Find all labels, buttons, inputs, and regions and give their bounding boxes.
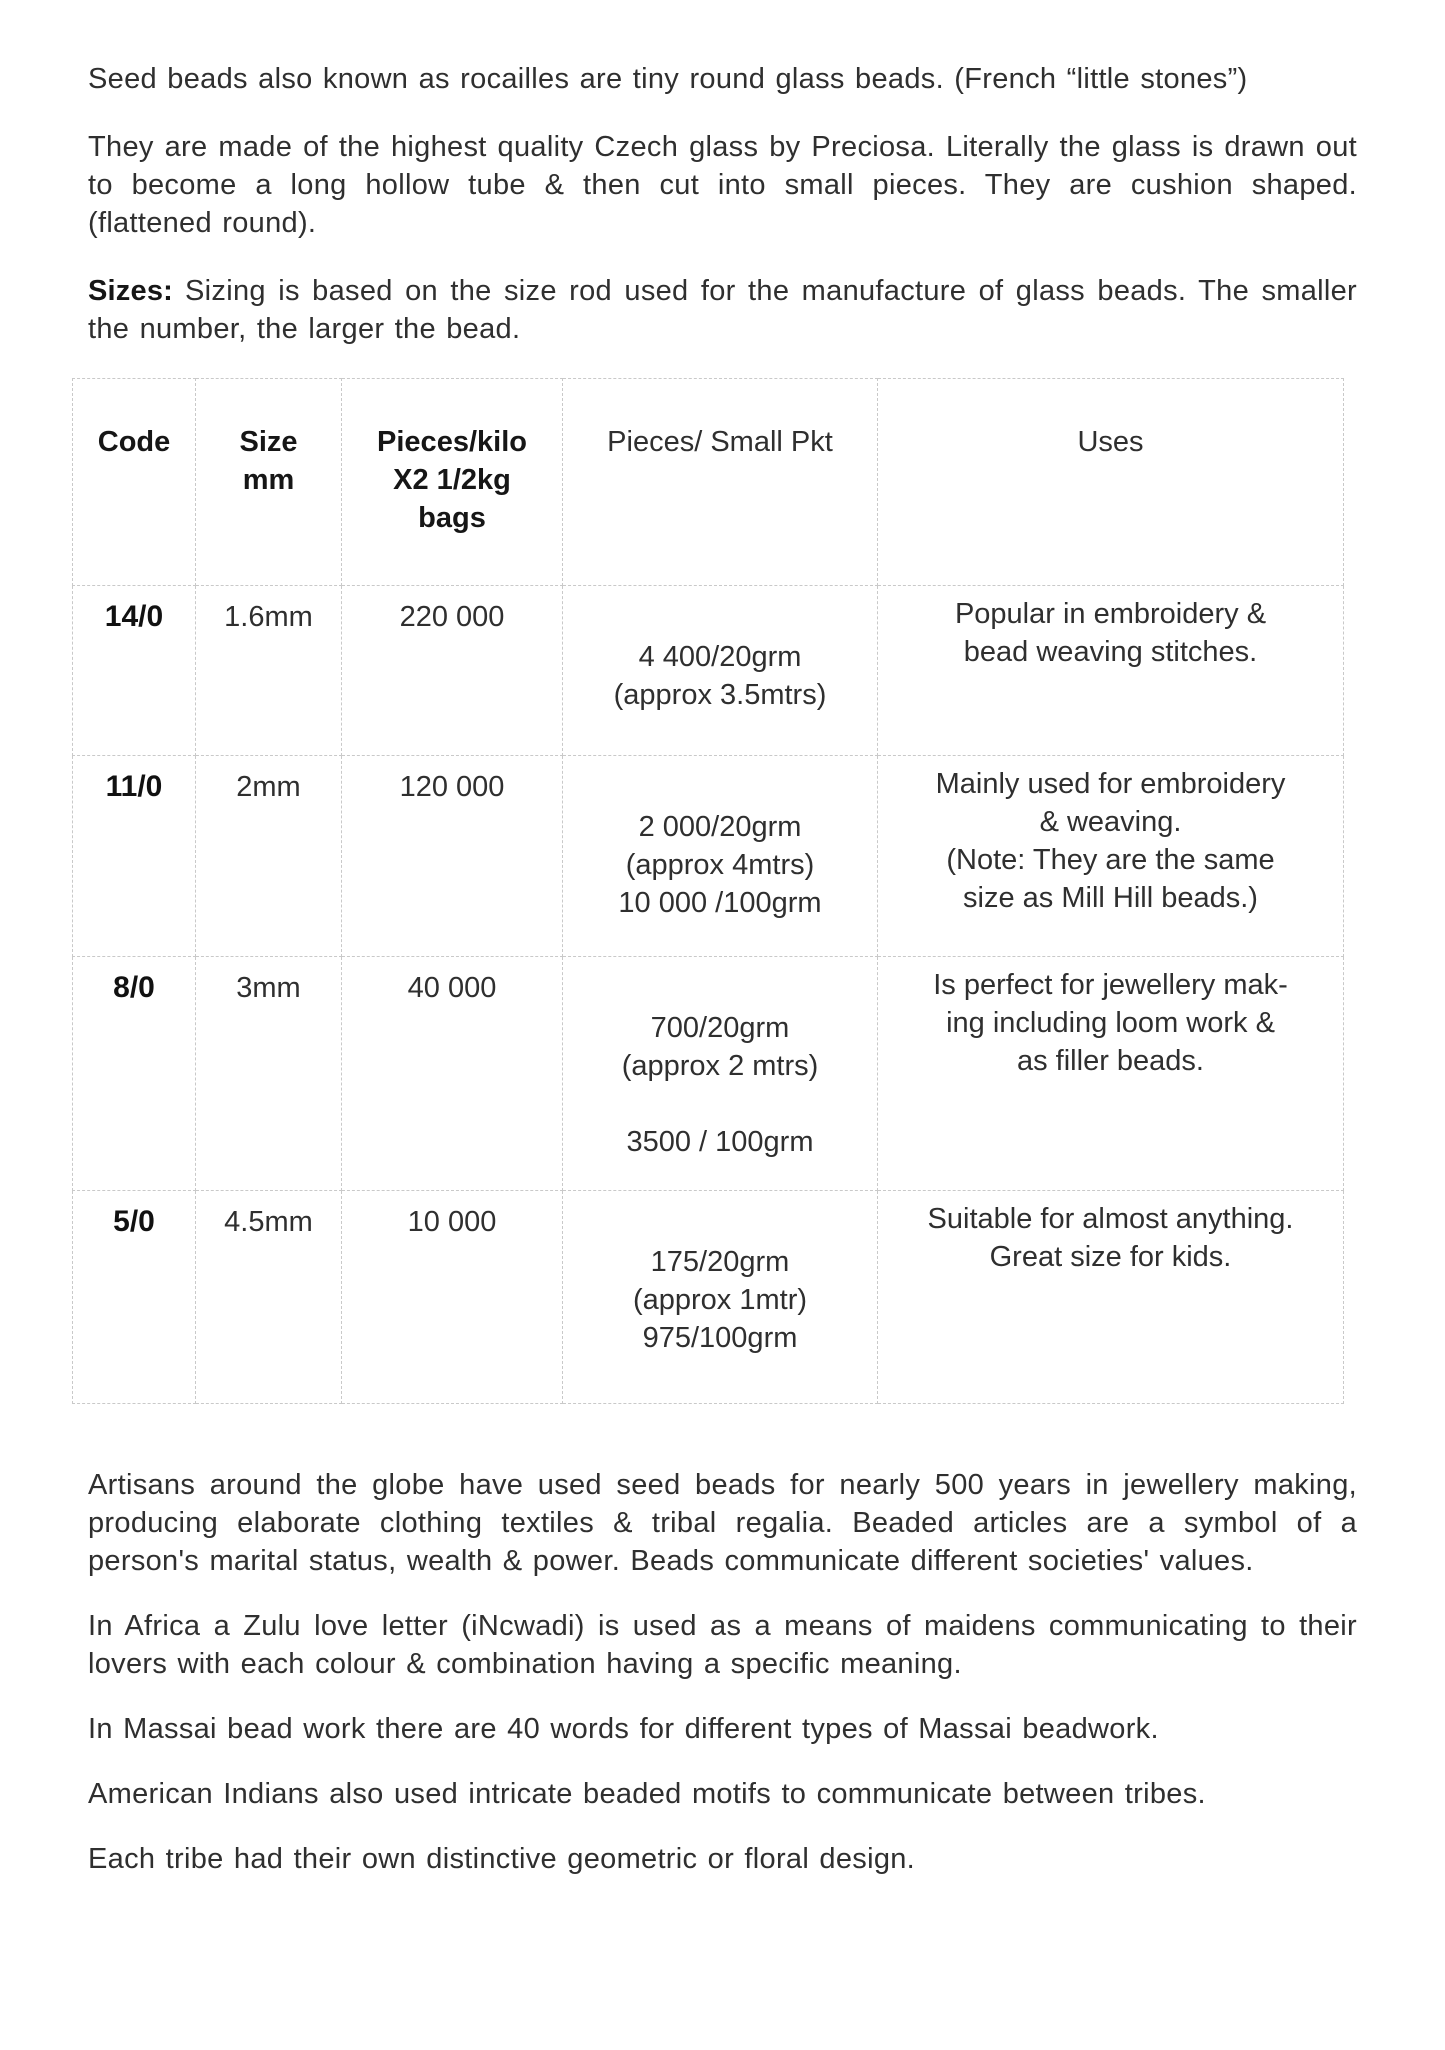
- cell-line: 175/20grm: [650, 1246, 790, 1278]
- cell-line: Popular in embroidery &: [954, 598, 1267, 630]
- code-cell: 11/0: [73, 756, 196, 957]
- column-header-small-pkt: [563, 379, 878, 586]
- cell-line: Size: [239, 426, 298, 458]
- sizes-label: Sizes:: [88, 275, 174, 307]
- manufacture-paragraph: They are made of the highest quality Czech glass by Preciosa. Literally the glass is drawn out to become a long hollow tube & then cut into small pieces. They are cushion shaped. (flattened round).: [88, 131, 1357, 239]
- pieces-kilo-cell: 10 000: [342, 1191, 563, 1404]
- zulu-paragraph: In Africa a Zulu love letter (iNcwadi) is used as a means of maidens communicating to their lovers with each colour & combination having a specific meaning.: [88, 1610, 1357, 1680]
- small-pkt-cell: [563, 586, 878, 756]
- uses-cell: [878, 756, 1344, 957]
- massai-paragraph: In Massai bead work there are 40 words for different types of Massai beadwork.: [88, 1713, 1159, 1745]
- code-cell: 5/0: [73, 1191, 196, 1404]
- cell-line: size as Mill Hill beads.): [963, 882, 1258, 914]
- cell-line: X2 1/2kg: [393, 464, 511, 496]
- cell-line: Great size for kids.: [989, 1241, 1232, 1273]
- cell-line: 3500 / 100grm: [626, 1126, 814, 1158]
- cell-line: (approx 4mtrs): [625, 849, 815, 881]
- cell-line: ing including loom work &: [946, 1007, 1275, 1039]
- cell-line: bead weaving stitches.: [963, 636, 1258, 668]
- uses-cell: [878, 586, 1344, 756]
- pieces-kilo-cell: 40 000: [342, 957, 563, 1191]
- cell-line: (approx 2 mtrs): [621, 1050, 819, 1082]
- cell-line: Mainly used for embroidery: [935, 768, 1286, 800]
- uses-cell: [878, 1191, 1344, 1404]
- american-indians-paragraph: American Indians also used intricate beaded motifs to communicate between tribes.: [88, 1778, 1206, 1810]
- column-header-uses: [878, 379, 1344, 586]
- artisans-paragraph: Artisans around the globe have used seed beads for nearly 500 years in jewellery making, producing elaborate clothing textiles & tribal regalia. Beaded articles are a symbol of a person's marital status, wealth & power. Beads communicate different societies' values.: [88, 1469, 1357, 1577]
- cell-line: mm: [242, 464, 295, 496]
- size-cell: 3mm: [196, 957, 342, 1191]
- cell-line: Suitable for almost anything.: [927, 1203, 1294, 1235]
- sizes-text: Sizing is based on the size rod used for the manufacture of glass beads. The smaller the number, the larger the bead.: [88, 275, 1357, 345]
- column-header-size: [196, 379, 342, 586]
- cell-line: 10 000 /100grm: [618, 887, 822, 919]
- cell-line: Pieces/ Small Pkt: [607, 426, 833, 458]
- table-row: [73, 1191, 1344, 1404]
- intro-paragraph: Seed beads also known as rocailles are tiny round glass beads. (French “little stones”): [88, 63, 1248, 95]
- sizes-paragraph: [88, 272, 1357, 348]
- code-cell: 8/0: [73, 957, 196, 1191]
- cell-line: 700/20grm: [650, 1012, 790, 1044]
- small-pkt-cell: [563, 756, 878, 957]
- tribe-design-paragraph: Each tribe had their own distinctive geometric or floral design.: [88, 1843, 916, 1875]
- cell-line: Pieces/kilo: [377, 426, 527, 458]
- table-row: [73, 586, 1344, 756]
- cell-line: 975/100grm: [642, 1322, 798, 1354]
- code-cell: 14/0: [73, 586, 196, 756]
- uses-cell: [878, 957, 1344, 1191]
- cell-line: & weaving.: [1039, 806, 1182, 838]
- cell-line: bags: [418, 502, 486, 534]
- table-header-row: [73, 379, 1344, 586]
- pieces-kilo-cell: 220 000: [342, 586, 563, 756]
- cell-line: (approx 1mtr): [632, 1284, 808, 1316]
- cell-line: 2 000/20grm: [638, 811, 802, 843]
- small-pkt-cell: [563, 1191, 878, 1404]
- cell-line: Code: [97, 426, 171, 458]
- pieces-kilo-cell: 120 000: [342, 756, 563, 957]
- cell-line: 4 400/20grm: [638, 641, 802, 673]
- bead-size-table: [72, 378, 1344, 1404]
- cell-line: as filler beads.: [1017, 1045, 1204, 1077]
- small-pkt-cell: [563, 957, 878, 1191]
- size-cell: 2mm: [196, 756, 342, 957]
- column-header-pieces-kilo: [342, 379, 563, 586]
- cell-line: (Note: They are the same: [946, 844, 1275, 876]
- cell-line: Is perfect for jewellery mak-: [933, 969, 1288, 1001]
- size-cell: 1.6mm: [196, 586, 342, 756]
- cell-line: Uses: [1077, 426, 1144, 458]
- cell-line: (approx 3.5mtrs): [613, 679, 827, 711]
- table-row: [73, 957, 1344, 1191]
- column-header-code: [73, 379, 196, 586]
- size-cell: 4.5mm: [196, 1191, 342, 1404]
- cell-line: [571, 1085, 869, 1123]
- table-row: [73, 756, 1344, 957]
